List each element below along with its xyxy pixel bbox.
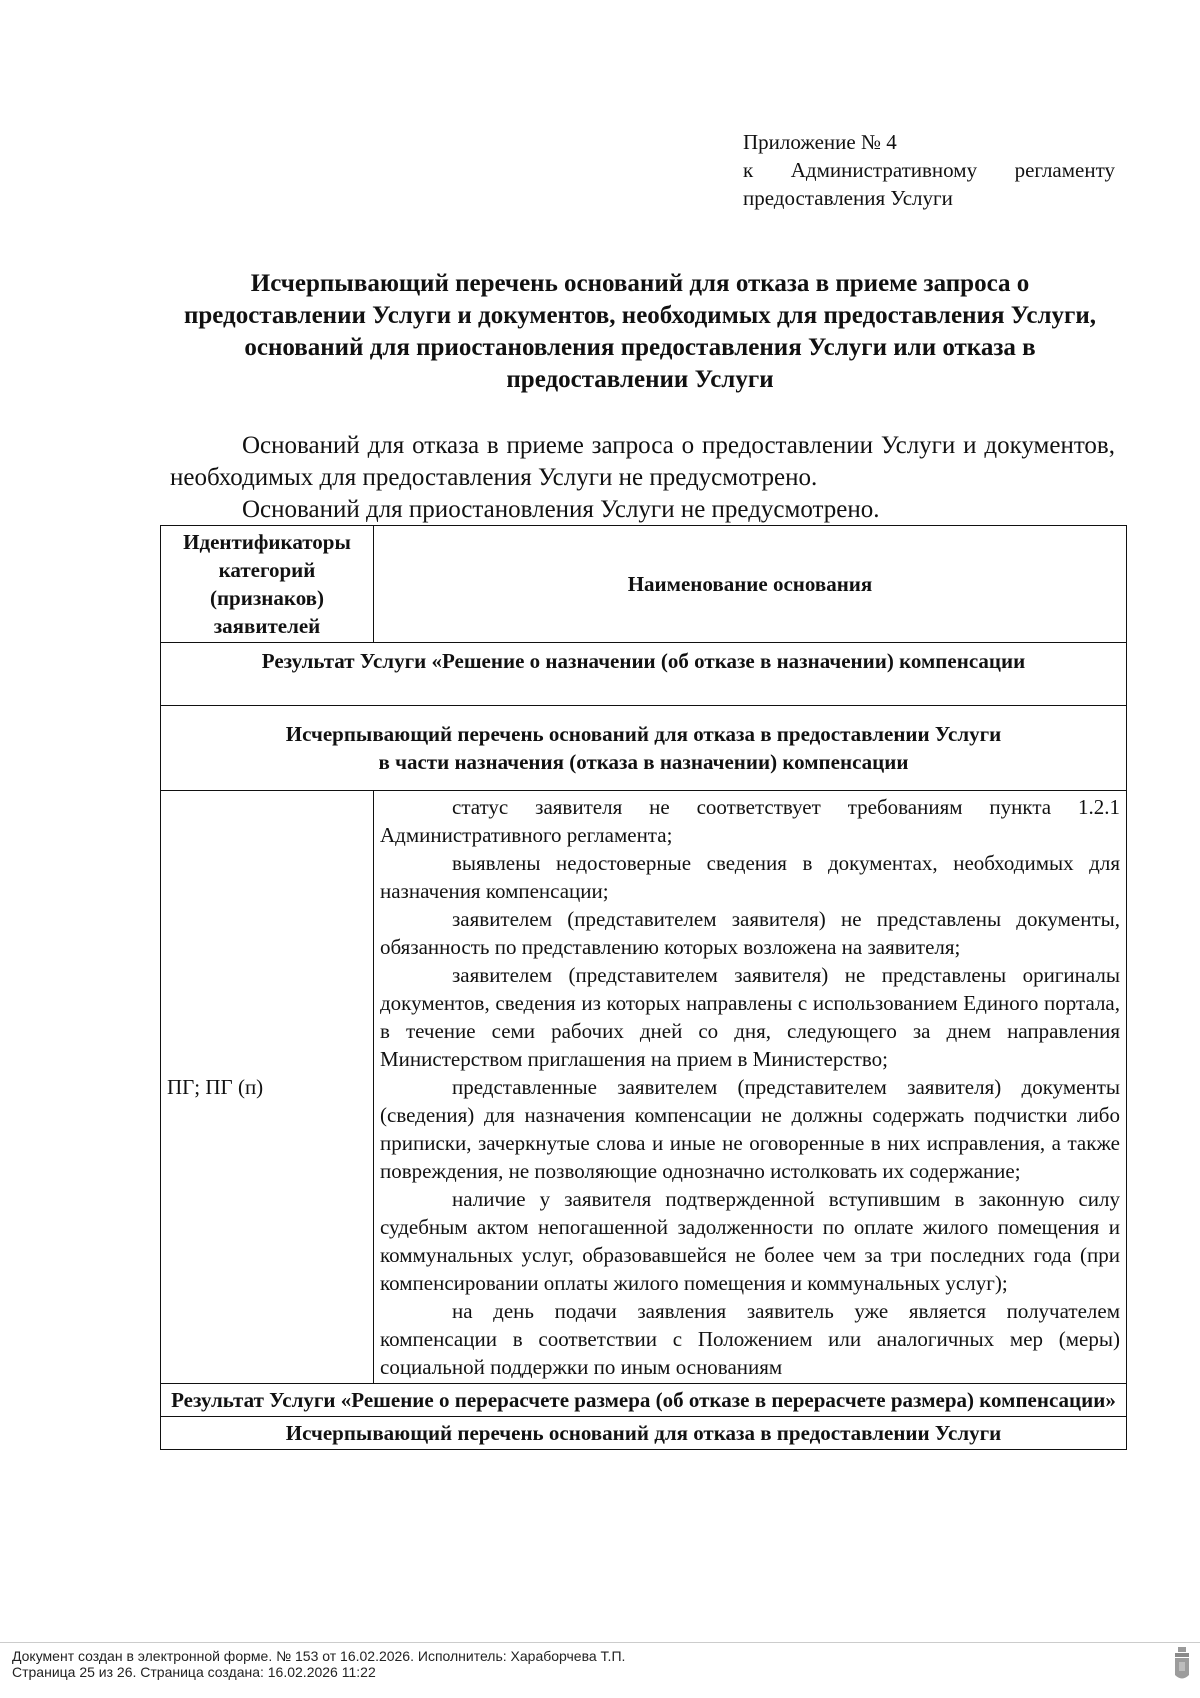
table-header-row [161,526,1127,643]
table-row [161,643,1127,706]
table-row [161,1417,1127,1450]
refusal-reason: заявителем (представителем заявителя) не представлены оригиналы документов, сведения из которых направлены с использованием Единого портала, в течение семи рабочих дней со дня, следующего за днем направления Министерством приглашения на прием в Министерство; [380,963,1120,1071]
table-row [161,1384,1127,1417]
refusal-reason: статус заявителя не соответствует требованиям пункта 1.2.1 Административного регламента; [380,795,1120,847]
header-ground-name: Наименование основания [374,526,1127,643]
refusal-list-heading-line: в части назначения (отказа в назначении) компенсации [378,750,909,774]
refusal-reasons [374,791,1127,1384]
result-section-heading: Результат Услуги «Решение о перерасчете размера (об отказе в перерасчете размера) компенсации» [161,1384,1127,1417]
document-title: Исчерпывающий перечень оснований для отказа в приеме запроса о предоставлении Услуги и документов, необходимых для предоставления Услуги, оснований для приостановления предоставления Услуги или отказа в предоставлении Услуги [183,270,1097,393]
appendix-reference: к Административному регламенту [743,158,1115,182]
applicant-category-ids: ПГ; ПГ (п) [161,791,374,1384]
grounds-table [160,525,1127,1450]
footer-document-info: Документ создан в электронной форме. № 153 от 16.02.2026. Исполнитель: Хараборчева Т.П. [12,1648,626,1664]
refusal-list-heading: Исчерпывающий перечень оснований для отказа в предоставлении Услуги [161,1417,1127,1450]
refusal-reason: заявителем (представителем заявителя) не представлены документы, обязанность по представлению которых возложена на заявителя; [380,907,1120,959]
refusal-reason: на день подачи заявления заявитель уже является получателем компенсации в соответствии с Положением или аналогичных мер (меры) социальной поддержки по иным основаниям [380,1299,1120,1379]
refusal-list-heading [161,706,1127,791]
footer-divider [0,1642,1200,1643]
intro-text [170,430,1115,526]
result-section-heading: Результат Услуги «Решение о назначении (об отказе в назначении) компенсации [161,643,1127,706]
table-row [161,706,1127,791]
refusal-reason: наличие у заявителя подтвержденной вступившим в законную силу судебным актом непогашенной задолженности по оплате жилого помещения и коммунальных услуг, образовавшейся не более чем за три последних года (при компенсировании оплаты жилого помещения и коммунальных услуг); [380,1187,1120,1295]
appendix-block [743,128,1115,212]
coat-of-arms-icon [1172,1645,1192,1685]
table-row [161,791,1127,1384]
appendix-number: Приложение № 4 [743,130,897,154]
appendix-subject: предоставления Услуги [743,186,953,210]
refusal-reason: выявлены недостоверные сведения в документах, необходимых для назначения компенсации; [380,851,1120,903]
intro-paragraph: Оснований для отказа в приеме запроса о предоставлении Услуги и документов, необходимых для предоставления Услуги не предусмотрено. [170,432,1115,491]
footer [12,1648,625,1680]
refusal-reason: представленные заявителем (представителем заявителя) документы (сведения) для назначения компенсации не должны содержать подчистки либо приписки, зачеркнутые слова и иные не оговоренные в них исправления, а также повреждения, не позволяющие однозначно истолковать их содержание; [380,1075,1120,1183]
footer-page-info: Страница 25 из 26. Страница создана: 16.02.2026 11:22 [12,1664,376,1680]
header-applicant-ids: Идентификаторы категорий (признаков) заявителей [161,526,374,643]
intro-paragraph: Оснований для приостановления Услуги не предусмотрено. [242,496,880,523]
refusal-list-heading-line: Исчерпывающий перечень оснований для отказа в предоставлении Услуги [285,722,1002,746]
